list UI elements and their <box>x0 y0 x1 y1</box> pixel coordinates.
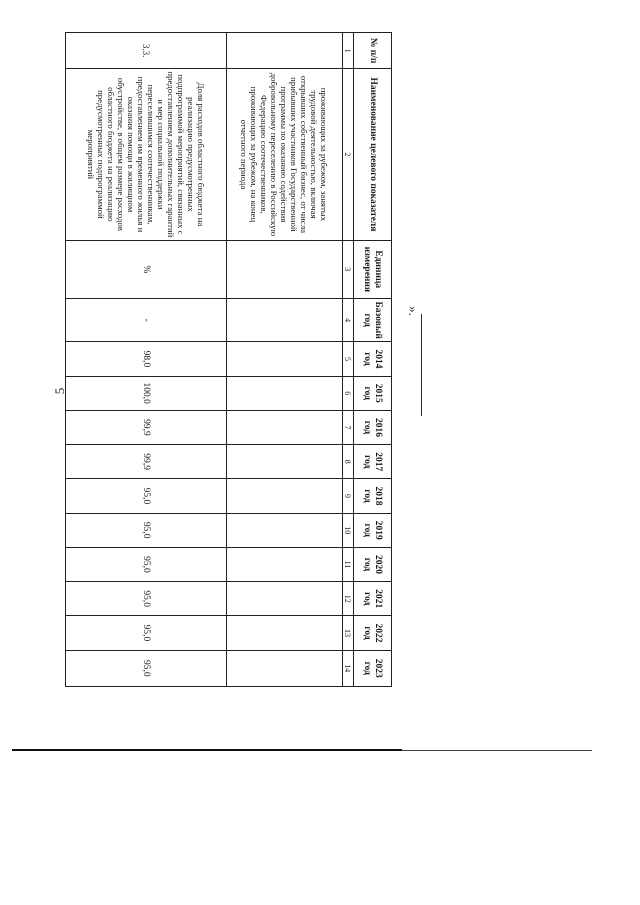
row-value <box>227 479 343 513</box>
header-row <box>354 33 392 687</box>
signature-line <box>421 314 422 416</box>
index-cell: 14 <box>343 650 354 686</box>
indicator-table-rotated <box>66 32 392 687</box>
row-value: 99,9 <box>66 445 227 479</box>
row-value <box>227 342 343 376</box>
row-value: 99,9 <box>66 410 227 444</box>
row-value <box>227 376 343 410</box>
header-year: 2014 год <box>354 342 392 376</box>
index-cell: 12 <box>343 582 354 616</box>
row-value <box>227 650 343 686</box>
header-year: 2019 год <box>354 513 392 547</box>
indicator-table <box>65 32 392 687</box>
page-divider-thin <box>402 750 592 751</box>
row-value: 98,0 <box>66 342 227 376</box>
index-row <box>343 33 354 687</box>
header-unit: Единица измерения <box>354 240 392 298</box>
row-value: 95,0 <box>66 616 227 650</box>
header-year: 2020 год <box>354 547 392 581</box>
page-number: 5 <box>52 387 67 395</box>
row-value <box>227 445 343 479</box>
row-num: 3.3. <box>66 33 227 69</box>
row-value <box>227 547 343 581</box>
row-base <box>227 299 343 342</box>
row-value: 95,0 <box>66 650 227 686</box>
row-value: 95,0 <box>66 547 227 581</box>
row-name: проживающих за рубежом, занятых трудовой деятельностью, включая открывших собственный бизнес, от числа прибывших участников Государственной программы по оказанию содействия добровольному переселению в Российскую Федерацию соотечественников, проживающих за рубежом, на конец отчетного периода <box>227 69 343 240</box>
table-row <box>66 33 227 687</box>
row-value <box>227 513 343 547</box>
index-cell: 10 <box>343 513 354 547</box>
header-base: Базовый год <box>354 299 392 342</box>
index-cell: 8 <box>343 445 354 479</box>
row-base: - <box>66 299 227 342</box>
header-year: 2017 год <box>354 445 392 479</box>
index-cell: 7 <box>343 410 354 444</box>
row-value: 100,0 <box>66 376 227 410</box>
header-year: 2022 год <box>354 616 392 650</box>
row-unit: % <box>66 240 227 298</box>
header-num: № п/п <box>354 33 392 69</box>
index-cell: 5 <box>343 342 354 376</box>
header-year: 2018 год <box>354 479 392 513</box>
row-value: 95,0 <box>66 582 227 616</box>
index-cell: 6 <box>343 376 354 410</box>
row-value <box>227 410 343 444</box>
table-row <box>227 33 343 687</box>
row-name: Доля расходов областного бюджета на реализацию предусмотренных подпрограммой мероприятий, связанных с предоставлением дополнительных гарантий и мер социальной поддержки переселившимся соотечественникам, предоставлением им временного жилья и оказания помощи в жилищном обустройстве, в общем размере расходов областного бюджета на реализацию предусмотренных подпрограммой мероприятий <box>66 69 227 240</box>
header-year: 2015 год <box>354 376 392 410</box>
row-value <box>227 582 343 616</box>
index-cell: 3 <box>343 240 354 298</box>
closing-quote: ». <box>405 306 421 316</box>
row-value: 95,0 <box>66 513 227 547</box>
header-name: Наименование целевого показателя <box>354 69 392 240</box>
header-year: 2023 год <box>354 650 392 686</box>
row-unit <box>227 240 343 298</box>
index-cell: 11 <box>343 547 354 581</box>
index-cell: 2 <box>343 69 354 240</box>
index-cell: 1 <box>343 33 354 69</box>
row-value <box>227 616 343 650</box>
header-year: 2016 год <box>354 410 392 444</box>
row-num <box>227 33 343 69</box>
index-cell: 4 <box>343 299 354 342</box>
page-divider <box>12 749 402 751</box>
header-year: 2021 год <box>354 582 392 616</box>
index-cell: 13 <box>343 616 354 650</box>
row-value: 95,0 <box>66 479 227 513</box>
index-cell: 9 <box>343 479 354 513</box>
